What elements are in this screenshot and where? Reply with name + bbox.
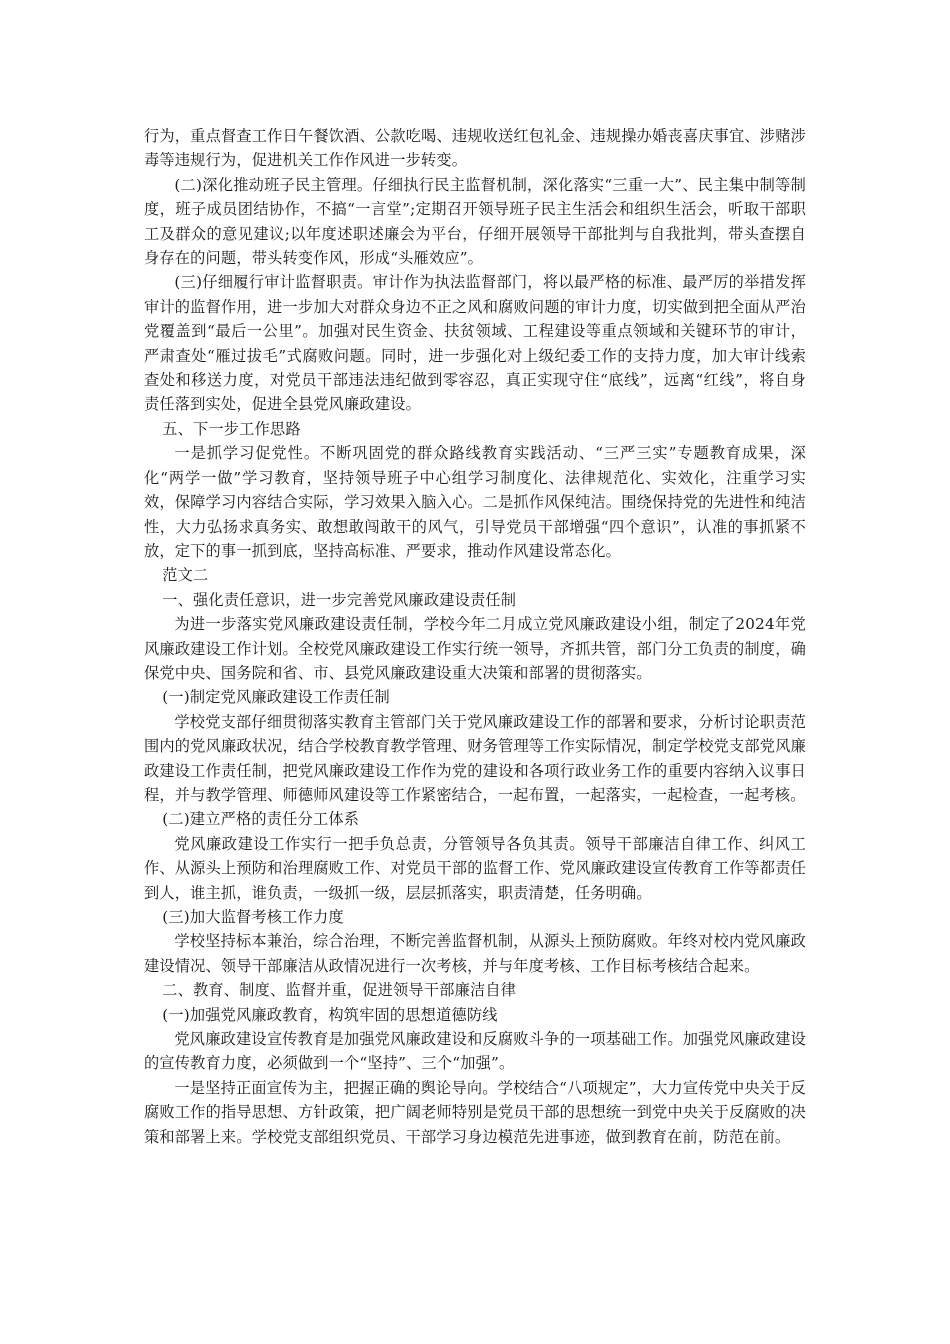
section-heading-education-system: 二、教育、制度、监督并重，促进领导干部廉洁自律 [162,981,517,1000]
paragraph-responsibility-system: 学校党支部仔细贯彻落实教育主管部门关于党风廉政建设工作的部署和要求，分析讨论职责范围内的党风廉政状况，结合学校教育教学管理、财务管理等工作实际情况，制定学校党支部党风廉政建设工作责任制，把党风廉政建设工作作为党的建设和各项行政业务工作的重要内容纳入议事日程，并与教学管理、师德师风建设等工作紧密结合，一起布置，一起落实，一起检查，一起考核。 [144,712,806,804]
paragraph-positive-publicity: 一是坚持正面宣传为主，把握正确的舆论导向。学校结合“八项规定”，大力宣传党中央关于反腐败工作的指导思想、方针政策，把广阔老师特别是党员干部的思想统一到党中央关于反腐败的决策和部署上来。学校党支部组织党员、干部学习身边模范先进事迹，做到教育在前，防范在前。 [144,1078,806,1146]
subheading-supervision-assessment: (三)加大监督考核工作力度 [162,908,344,926]
subheading-responsibility-system: (一)制定党风廉政建设工作责任制 [162,688,390,707]
paragraph-supervision-assessment: 学校坚持标本兼治，综合治理，不断完善监督机制，从源头上预防腐败。年终对校内党风廉政建设情况、领导干部廉洁从政情况进行一次考核，并与年度考核、工作目标考核结合起来。 [144,932,806,975]
document-page [144,124,806,1149]
sample-two-heading: 范文二 [162,566,209,585]
paragraph-democratic-management: (二)深化推动班子民主管理。仔细执行民主监督机制，深化落实“三重一大”、民主集中制等制度，班子成员团结协作，不搞“一言堂”;定期召开领导班子民主生活会和组织生活会，听取干部职工及群众的意见建议;以年度述职述廉会为平台，仔细开展领导干部批判与自我批判，带头查摆自身存在的问题，带头转变作风，形成“头雁效应”。 [144,175,806,268]
paragraph-responsibility: 为进一步落实党风廉政建设责任制，学校今年二月成立党风廉政建设小组，制定了2024年党风廉政建设工作计划。全校党风廉政建设工作实行统一领导，齐抓共管，部门分工负责的制度，确保党中央、国务院和省、市、县党风廉政建设重大决策和部署的贯彻落实。 [144,615,806,682]
paragraph-integrity-education: 党风廉政建设宣传教育是加强党风廉政建设和反腐败斗争的一项基础工作。加强党风廉政建设的宣传教育力度，必须做到一个“坚持”、三个“加强”。 [144,1030,806,1073]
section-heading-next-steps: 五、下一步工作思路 [162,419,301,438]
subheading-integrity-education: (一)加强党风廉政教育，构筑牢固的思想道德防线 [162,1005,498,1024]
section-heading-responsibility: 一、强化责任意识，进一步完善党风廉政建设责任制 [162,590,517,609]
paragraph-next-steps: 一是抓学习促党性。不断巩固党的群众路线教育实践活动、“三严三实”专题教育成果，深化“两学一做”学习教育，坚持领导班子中心组学习制度化、法律规范化、实效化，注重学习实效，保障学习内容结合实际，学习效果入脑入心。二是抓作风保纯洁。围绕保持党的先进性和纯洁性，大力弘扬求真务实、敢想敢闯敢干的风气，引导党员干部增强“四个意识”，认准的事抓紧不放，定下的事一抓到底，坚持高标准、严要求，推动作风建设常态化。 [144,444,806,560]
paragraph-audit-supervision: (三)仔细履行审计监督职责。审计作为执法监督部门，将以最严格的标准、最严厉的举措发挥审计的监督作用，进一步加大对群众身边不正之风和腐败问题的审计力度，切实做到把全面从严治党覆盖到“最后一公里”。加强对民生资金、扶贫领域、工程建设等重点领域和关键环节的审计，严肃查处“雁过拔毛”式腐败问题。同时，进一步强化对上级纪委工作的支持力度，加大审计线索查处和移送力度，对党员干部违法违纪做到零容忍，真正实现守住“底线”，远离“红线”，将自身责任落到实处，促进全县党风廉政建设。 [144,273,806,414]
paragraph-division-of-labor: 党风廉政建设工作实行一把手负总责，分管领导各负其责。领导干部廉洁自律工作、纠风工作、从源头上预防和治理腐败工作、对党员干部的监督工作、党风廉政建设宣传教育工作等都责任到人，谁主抓，谁负责，一级抓一级，层层抓落实，职责清楚，任务明确。 [144,834,806,902]
paragraph-conduct-continued: 行为，重点督查工作日午餐饮酒、公款吃喝、违规收送红包礼金、违规操办婚丧喜庆事宜、涉赌涉毒等违规行为，促进机关工作作风进一步转变。 [144,127,806,170]
subheading-division-of-labor: (二)建立严格的责任分工体系 [162,810,360,829]
